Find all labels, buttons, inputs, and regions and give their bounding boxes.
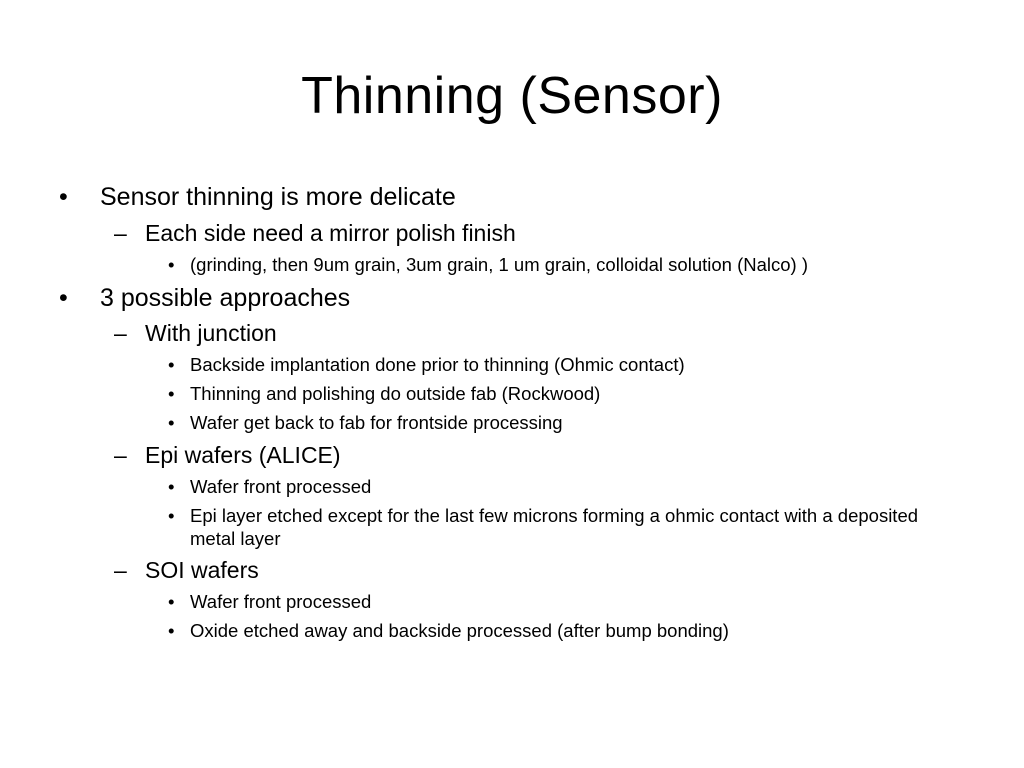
sub-sub-bullet-item [168, 353, 685, 376]
sub-sub-bullet-item [168, 504, 950, 550]
bullet-text: Backside implantation done prior to thinning (Ohmic contact) [190, 354, 685, 375]
dash-marker: – [114, 557, 127, 583]
sub-sub-bullet-item [168, 382, 601, 405]
bullet-marker: • [168, 354, 175, 375]
sub-sub-bullet-item [168, 411, 563, 434]
bullet-marker: • [168, 412, 175, 433]
bullet-text: Thinning and polishing do outside fab (Rockwood) [190, 383, 601, 404]
bullet-text: 3 possible approaches [100, 284, 351, 312]
bullet-text: Oxide etched away and backside processed (after bump bonding) [190, 620, 729, 641]
bullet-marker: • [59, 284, 68, 312]
sub-bullet-item [114, 219, 516, 247]
bullet-marker: • [168, 383, 175, 404]
bullet-marker: • [168, 620, 175, 641]
bullet-text: Epi wafers (ALICE) [145, 442, 341, 468]
bullet-text: (grinding, then 9um grain, 3um grain, 1 um grain, colloidal solution (Nalco) ) [190, 254, 808, 275]
bullet-marker: • [168, 505, 175, 526]
sub-bullet-item [114, 319, 277, 347]
slide-title: Thinning (Sensor) [301, 67, 723, 125]
bullet-marker: • [59, 183, 68, 211]
bullet-text: Wafer front processed [190, 591, 372, 612]
bullet-text: Wafer get back to fab for frontside processing [190, 412, 563, 433]
sub-sub-bullet-item [168, 590, 372, 613]
sub-sub-bullet-item [168, 619, 729, 642]
bullet-marker: • [168, 591, 175, 612]
bullet-item [59, 283, 351, 313]
bullet-text: Wafer front processed [190, 476, 372, 497]
bullet-text: SOI wafers [145, 557, 259, 583]
dash-marker: – [114, 442, 127, 468]
dash-marker: – [114, 320, 127, 346]
sub-sub-bullet-item [168, 253, 808, 276]
bullet-text: Epi layer etched except for the last few microns forming a ohmic contact with a deposited metal layer [190, 505, 919, 549]
sub-bullet-item [114, 556, 259, 584]
bullet-text: With junction [145, 320, 277, 346]
sub-bullet-item [114, 441, 341, 469]
sub-sub-bullet-item [168, 475, 372, 498]
bullet-text: Sensor thinning is more delicate [100, 183, 456, 211]
bullet-text: Each side need a mirror polish finish [145, 220, 516, 246]
bullet-marker: • [168, 476, 175, 497]
bullet-marker: • [168, 254, 175, 275]
bullet-item [59, 182, 456, 212]
dash-marker: – [114, 220, 127, 246]
